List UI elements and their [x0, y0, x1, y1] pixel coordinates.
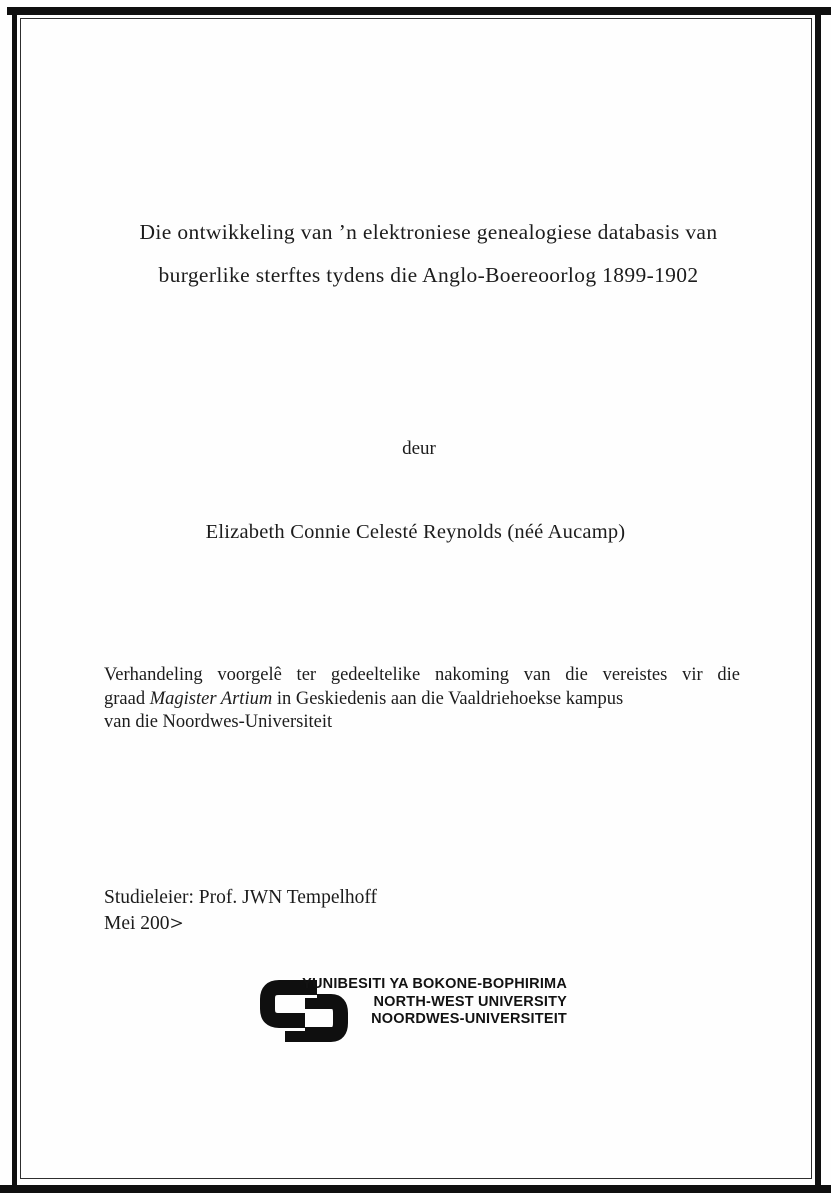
statement-line-2-pre: graad	[104, 688, 150, 709]
byline-deur: deur	[402, 438, 436, 459]
author-name: Elizabeth Connie Celesté Reynolds (néé Aucamp)	[205, 521, 626, 543]
date-line	[104, 911, 377, 937]
statement-line-1: Verhandeling voorgelê ter gedeeltelike nakoming van die vereistes vir die	[104, 665, 740, 685]
thesis-title	[40, 211, 817, 297]
supervisor-line: Studieleier: Prof. JWN Tempelhoff	[104, 887, 378, 908]
frame-border-left	[12, 9, 17, 1191]
thesis-title-line-2: burgerlike sterftes tydens die Anglo-Boereoorlog 1899-1902	[158, 263, 699, 287]
frame-border-top	[7, 7, 831, 15]
submission-statement	[104, 664, 740, 735]
university-name-english: NORTH-WEST UNIVERSITY	[373, 993, 567, 1010]
statement-line-2-post: in Geskiedenis aan die Vaaldriehoekse kampus	[272, 688, 624, 709]
statement-line-3: van die Noordwes-Universiteit	[104, 712, 333, 732]
frame-border-bottom	[0, 1185, 831, 1193]
thesis-title-line-1: Die ontwikkeling van ’n elektroniese genealogiese databasis van	[139, 220, 718, 244]
statement-line-2	[104, 688, 740, 712]
university-wordmark	[302, 976, 567, 1029]
university-name-setswana: YUNIBESITI YA BOKONE-BOPHIRIMA	[302, 976, 567, 992]
date-prefix: Mei 200	[104, 913, 170, 934]
university-name-afrikaans: NOORDWES-UNIVERSITEIT	[371, 1011, 567, 1027]
degree-name-italic: Magister Artium	[149, 688, 273, 709]
frame-border-right	[815, 9, 821, 1191]
supervisor-block	[104, 885, 377, 937]
date-seven-glyph: >	[169, 914, 183, 935]
